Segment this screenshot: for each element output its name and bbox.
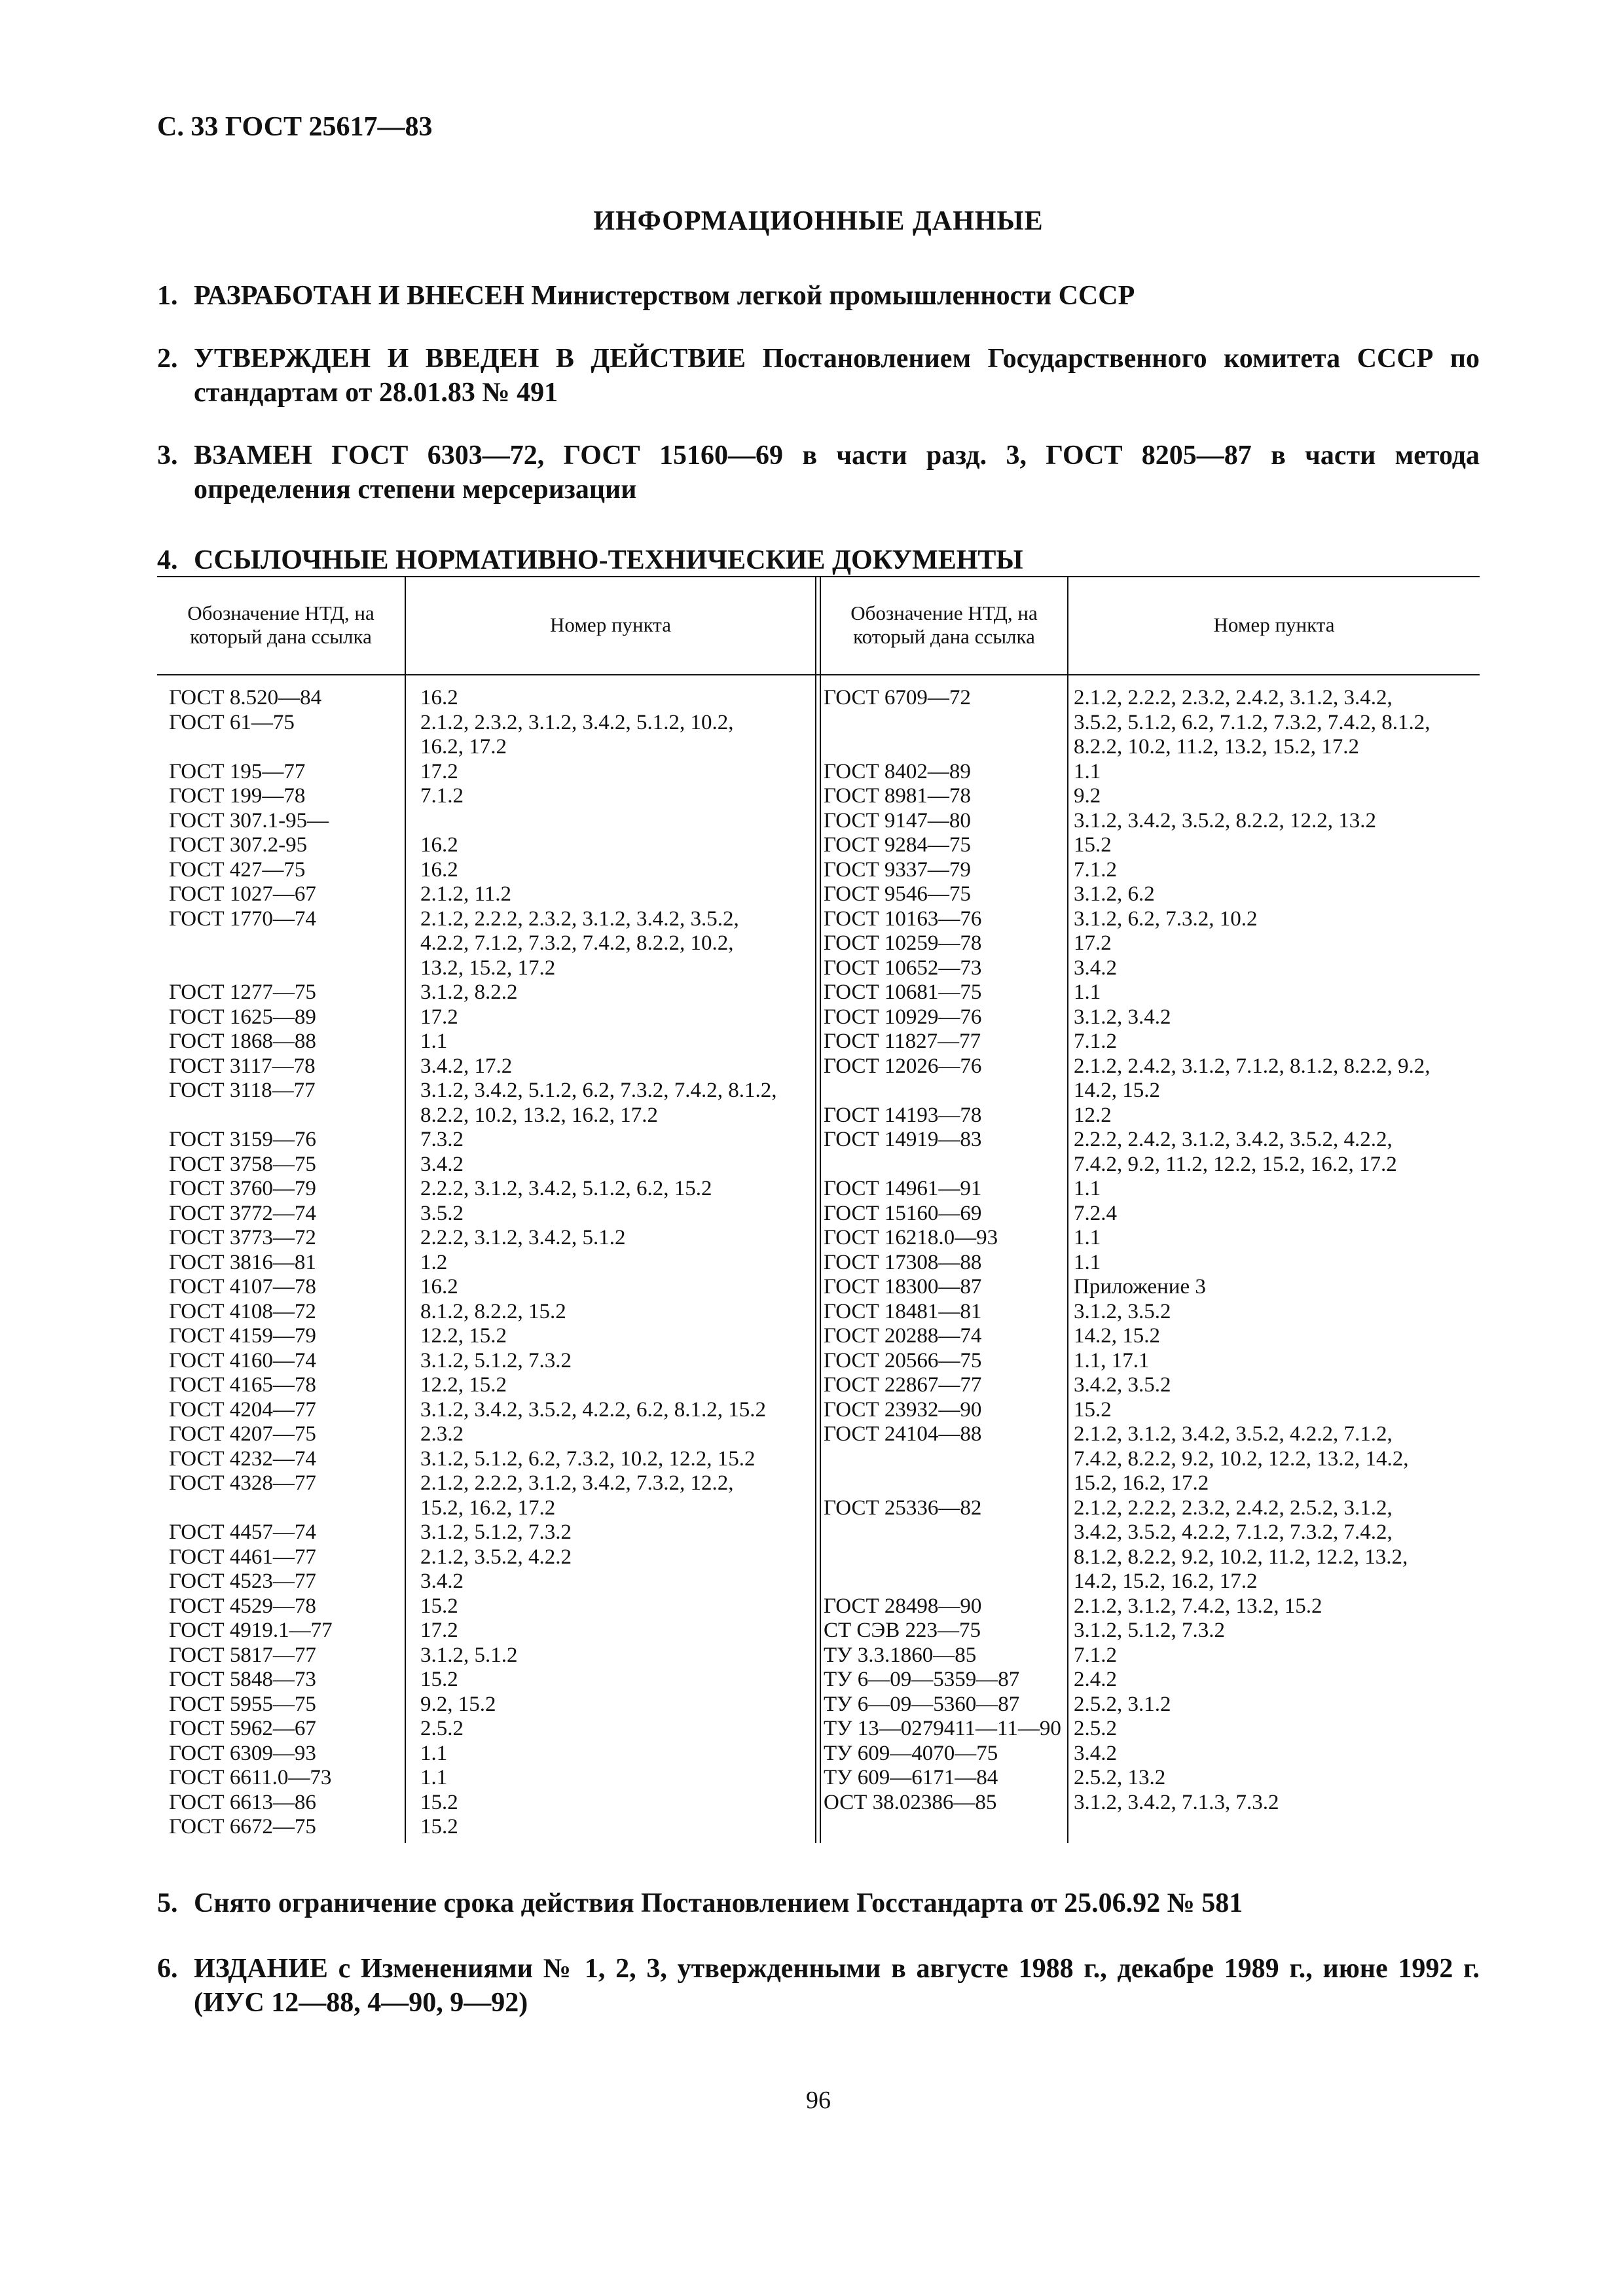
- column-divider: [405, 576, 406, 1843]
- item-text: ВЗАМЕН ГОСТ 6303—72, ГОСТ 15160—69 в части разд. 3, ГОСТ 8205—87 в части метода определения степени мерсеризации: [194, 440, 1480, 505]
- designation-cell: ГОСТ 6309—93: [169, 1741, 316, 1765]
- clause-cell: 3.4.2, 17.2: [420, 1054, 513, 1078]
- clause-cell: 2.3.2: [420, 1422, 464, 1446]
- clause-cell: 2.2.2, 3.1.2, 3.4.2, 5.1.2, 6.2, 15.2: [420, 1177, 712, 1200]
- designation-cell: [824, 1545, 1046, 1570]
- clause-cell: 12.2, 15.2: [420, 1324, 507, 1348]
- designation-cell: ГОСТ 3772—74: [169, 1201, 316, 1225]
- right-clause-column: [1074, 686, 1473, 1815]
- designation-cell: ГОСТ 427—75: [169, 857, 306, 882]
- clause-cell: 2.1.2, 2.2.2, 3.1.2, 3.4.2, 7.3.2, 12.2,: [420, 1471, 734, 1495]
- designation-cell: ГОСТ 4207—75: [169, 1422, 316, 1446]
- clause-cell: 16.2, 17.2: [420, 735, 507, 759]
- clause-cell: 2.4.2: [1074, 1668, 1117, 1691]
- clause-cell: 17.2: [420, 1005, 458, 1029]
- reference-documents-table: [157, 576, 1480, 1843]
- clause-cell: 3.1.2, 5.1.2: [420, 1643, 518, 1667]
- clause-cell: 2.2.2, 2.4.2, 3.1.2, 3.4.2, 3.5.2, 4.2.2,: [1074, 1128, 1393, 1151]
- clause-cell: [420, 809, 813, 834]
- designation-cell: ГОСТ 10259—78: [824, 931, 982, 955]
- designation-cell: [824, 1570, 1046, 1594]
- designation-cell: ГОСТ 307.1-95—: [169, 808, 329, 833]
- designation-cell: ГОСТ 1277—75: [169, 980, 316, 1004]
- clause-cell: 16.2: [420, 833, 458, 857]
- designation-cell: ТУ 609—4070—75: [824, 1741, 998, 1765]
- clause-cell: 1.1: [1074, 1250, 1101, 1274]
- designation-cell: ГОСТ 8981—78: [824, 784, 971, 808]
- designation-cell: ГОСТ 5848—73: [169, 1668, 316, 1691]
- clause-cell: 9.2: [1074, 784, 1101, 808]
- page-number: 96: [806, 2087, 831, 2114]
- designation-cell: ГОСТ 1625—89: [169, 1005, 316, 1029]
- designation-cell: ГОСТ 4328—77: [169, 1471, 316, 1495]
- clause-cell: 16.2: [420, 857, 458, 882]
- clause-cell: 7.1.2: [1074, 857, 1117, 882]
- clause-cell: 3.1.2, 3.5.2: [1074, 1299, 1171, 1323]
- clause-cell: 3.1.2, 5.1.2, 7.3.2: [1074, 1619, 1225, 1642]
- clause-cell: 3.1.2, 3.4.2, 3.5.2, 4.2.2, 6.2, 8.1.2, 15.2: [420, 1397, 766, 1422]
- designation-cell: СТ СЭВ 223—75: [824, 1619, 981, 1642]
- clause-cell: 3.1.2, 3.4.2, 3.5.2, 8.2.2, 12.2, 13.2: [1074, 808, 1376, 833]
- designation-cell: ГОСТ 4919.1—77: [169, 1619, 333, 1642]
- info-item-3: [157, 439, 1480, 507]
- clause-cell: 7.1.2: [420, 784, 464, 808]
- designation-cell: ГОСТ 3760—79: [169, 1177, 316, 1200]
- clause-cell: 15.2: [420, 1815, 458, 1839]
- clause-cell: 3.1.2, 3.4.2, 5.1.2, 6.2, 7.3.2, 7.4.2, 8.1.2,: [420, 1079, 777, 1102]
- clause-cell: 3.4.2: [1074, 956, 1117, 980]
- clause-cell: 16.2: [420, 686, 458, 709]
- designation-cell: ГОСТ 3159—76: [169, 1128, 316, 1151]
- designation-cell: ГОСТ 18481—81: [824, 1299, 982, 1323]
- designation-cell: ТУ 6—09—5360—87: [824, 1692, 1020, 1716]
- column-divider-double-right: [820, 576, 821, 1843]
- header-clause-right: Номер пункта: [1213, 613, 1335, 636]
- designation-cell: ГОСТ 25336—82: [824, 1496, 982, 1520]
- designation-cell: ГОСТ 9337—79: [824, 857, 971, 882]
- item-number: 1.: [157, 281, 178, 311]
- item-number: 4.: [157, 545, 178, 575]
- clause-cell: 1.2: [420, 1250, 448, 1274]
- item-number: 6.: [157, 1954, 178, 1984]
- clause-cell: 3.1.2, 8.2.2: [420, 980, 518, 1004]
- clause-cell: 14.2, 15.2: [1074, 1079, 1160, 1102]
- designation-cell: ТУ 13—0279411—11—90: [824, 1717, 1061, 1740]
- designation-cell: [169, 1496, 378, 1521]
- designation-cell: ГОСТ 16218.0—93: [824, 1226, 998, 1249]
- designation-cell: ГОСТ 1770—74: [169, 906, 316, 931]
- item-text: Снято ограничение срока действия Постановлением Госстандарта от 25.06.92 № 581: [194, 1888, 1243, 1918]
- designation-cell: ГОСТ 14919—83: [824, 1128, 982, 1151]
- clause-cell: 15.2: [1074, 1397, 1112, 1422]
- designation-cell: ТУ 609—6171—84: [824, 1766, 998, 1789]
- info-item-5: [157, 1886, 1480, 1920]
- clause-cell: 3.5.2, 5.1.2, 6.2, 7.1.2, 7.3.2, 7.4.2, 8.1.2,: [1074, 710, 1431, 734]
- designation-cell: ГОСТ 307.2-95: [169, 833, 308, 857]
- designation-cell: ОСТ 38.02386—85: [824, 1790, 997, 1814]
- designation-cell: ГОСТ 10652—73: [824, 956, 982, 980]
- clause-cell: 1.1: [420, 1766, 448, 1789]
- clause-cell: 2.1.2, 3.1.2, 3.4.2, 3.5.2, 4.2.2, 7.1.2,: [1074, 1422, 1393, 1446]
- clause-cell: 7.2.4: [1074, 1201, 1117, 1225]
- designation-cell: [824, 1079, 1046, 1103]
- document-page: [157, 111, 1480, 2114]
- designation-cell: ГОСТ 10929—76: [824, 1005, 982, 1029]
- designation-cell: ГОСТ 12026—76: [824, 1054, 982, 1078]
- designation-cell: ГОСТ 17308—88: [824, 1250, 982, 1274]
- section-title: ИНФОРМАЦИОННЫЕ ДАННЫЕ: [593, 206, 1044, 236]
- clause-cell: 3.4.2: [1074, 1741, 1117, 1765]
- designation-cell: ГОСТ 22867—77: [824, 1373, 982, 1397]
- designation-cell: ГОСТ 28498—90: [824, 1594, 982, 1618]
- designation-cell: ГОСТ 4165—78: [169, 1373, 316, 1397]
- clause-cell: 15.2: [420, 1790, 458, 1814]
- designation-cell: ТУ 3.3.1860—85: [824, 1643, 977, 1667]
- designation-cell: ГОСТ 195—77: [169, 759, 306, 783]
- clause-cell: 15.2, 16.2, 17.2: [1074, 1471, 1209, 1495]
- designation-cell: ГОСТ 3816—81: [169, 1250, 316, 1274]
- designation-cell: ГОСТ 6709—72: [824, 686, 971, 709]
- designation-cell: [824, 1153, 1046, 1177]
- designation-cell: ГОСТ 10681—75: [824, 980, 982, 1004]
- designation-cell: [169, 931, 378, 956]
- item-number: 3.: [157, 440, 178, 471]
- clause-cell: 17.2: [420, 1619, 458, 1642]
- clause-cell: 12.2: [1074, 1103, 1112, 1127]
- designation-cell: ГОСТ 5955—75: [169, 1692, 316, 1716]
- item-text: ССЫЛОЧНЫЕ НОРМАТИВНО-ТЕХНИЧЕСКИЕ ДОКУМЕНТЫ: [194, 545, 1023, 575]
- clause-cell: 2.1.2, 3.5.2, 4.2.2: [420, 1545, 572, 1569]
- clause-cell: 2.1.2, 2.4.2, 3.1.2, 7.1.2, 8.1.2, 8.2.2, 9.2,: [1074, 1054, 1431, 1078]
- table-header-rule: [157, 674, 1480, 675]
- designation-cell: ГОСТ 3118—77: [169, 1079, 316, 1102]
- designation-cell: ГОСТ 1868—88: [169, 1030, 316, 1053]
- designation-cell: ГОСТ 5962—67: [169, 1717, 316, 1740]
- clause-cell: 16.2: [420, 1275, 458, 1299]
- clause-cell: 2.5.2, 13.2: [1074, 1766, 1166, 1789]
- designation-cell: ГОСТ 4529—78: [169, 1594, 316, 1618]
- clause-cell: 17.2: [420, 759, 458, 783]
- header-designation-right: Обозначение НТД, на который дана ссылка: [850, 601, 1038, 648]
- clause-cell: 17.2: [1074, 931, 1112, 955]
- clause-cell: 1.1: [420, 1741, 448, 1765]
- clause-cell: 3.1.2, 5.1.2, 7.3.2: [420, 1348, 572, 1372]
- item-number: 2.: [157, 344, 178, 374]
- designation-cell: [824, 1447, 1046, 1472]
- clause-cell: 8.1.2, 8.2.2, 15.2: [420, 1299, 566, 1323]
- left-designation-column: [169, 686, 378, 1840]
- clause-cell: 15.2: [1074, 833, 1112, 857]
- designation-cell: ГОСТ 3117—78: [169, 1054, 316, 1078]
- clause-cell: 9.2, 15.2: [420, 1692, 496, 1716]
- designation-cell: ГОСТ 4232—74: [169, 1446, 316, 1471]
- designation-cell: ГОСТ 3773—72: [169, 1226, 316, 1249]
- clause-cell: 3.4.2: [420, 1570, 464, 1593]
- designation-cell: ГОСТ 1027—67: [169, 882, 316, 906]
- clause-cell: 1.1, 17.1: [1074, 1348, 1150, 1372]
- left-clause-column: [420, 686, 813, 1840]
- designation-cell: ГОСТ 15160—69: [824, 1201, 982, 1225]
- clause-cell: 2.1.2, 2.3.2, 3.1.2, 3.4.2, 5.1.2, 10.2,: [420, 710, 734, 734]
- designation-cell: ГОСТ 8402—89: [824, 759, 971, 783]
- designation-cell: ГОСТ 4523—77: [169, 1570, 316, 1593]
- clause-cell: 3.1.2, 5.1.2, 7.3.2: [420, 1520, 572, 1544]
- designation-cell: ГОСТ 11827—77: [824, 1030, 981, 1053]
- designation-cell: ГОСТ 4204—77: [169, 1397, 316, 1422]
- header-designation-left: Обозначение НТД, на который дана ссылка: [187, 601, 374, 648]
- designation-cell: ГОСТ 20566—75: [824, 1348, 982, 1372]
- designation-cell: ГОСТ 18300—87: [824, 1275, 982, 1299]
- info-item-4: [157, 543, 1480, 577]
- clause-cell: 7.1.2: [1074, 1030, 1117, 1053]
- clause-cell: 1.1: [1074, 1177, 1101, 1200]
- designation-cell: ГОСТ 9284—75: [824, 833, 971, 857]
- item-number: 5.: [157, 1888, 178, 1918]
- clause-cell: 15.2: [420, 1594, 458, 1618]
- column-divider: [1067, 576, 1068, 1843]
- designation-cell: [824, 711, 1046, 736]
- designation-cell: ГОСТ 9546—75: [824, 882, 971, 906]
- designation-cell: ГОСТ 24104—88: [824, 1422, 982, 1446]
- designation-cell: ГОСТ 8.520—84: [169, 686, 322, 709]
- clause-cell: 1.1: [1074, 759, 1101, 783]
- clause-cell: 2.1.2, 2.2.2, 2.3.2, 2.4.2, 3.1.2, 3.4.2,: [1074, 686, 1393, 709]
- item-text: РАЗРАБОТАН И ВНЕСЕН Министерством легкой промышленности СССР: [194, 281, 1135, 311]
- info-item-1: [157, 279, 1480, 313]
- designation-cell: [169, 735, 378, 760]
- designation-cell: ГОСТ 10163—76: [824, 906, 982, 931]
- item-text: ИЗДАНИЕ с Изменениями № 1, 2, 3, утвержденными в августе 1988 г., декабре 1989 г., июне 1992 г. (ИУС 12—88, 4—90, 9—92): [194, 1954, 1480, 2018]
- clause-cell: 13.2, 15.2, 17.2: [420, 956, 556, 980]
- designation-cell: ГОСТ 61—75: [169, 710, 295, 734]
- info-item-2: [157, 342, 1480, 410]
- designation-cell: [824, 1471, 1046, 1496]
- designation-cell: ГОСТ 14961—91: [824, 1177, 982, 1200]
- info-item-6: [157, 1952, 1480, 2020]
- designation-cell: ГОСТ 6611.0—73: [169, 1766, 332, 1789]
- clause-cell: Приложение 3: [1074, 1275, 1206, 1299]
- designation-cell: ГОСТ 5817—77: [169, 1643, 316, 1667]
- clause-cell: 2.5.2, 3.1.2: [1074, 1692, 1171, 1716]
- designation-cell: ТУ 6—09—5359—87: [824, 1668, 1020, 1691]
- designation-cell: [824, 1520, 1046, 1545]
- designation-cell: ГОСТ 199—78: [169, 784, 306, 808]
- clause-cell: 8.1.2, 8.2.2, 9.2, 10.2, 11.2, 12.2, 13.2,: [1074, 1545, 1408, 1569]
- clause-cell: 7.4.2, 9.2, 11.2, 12.2, 15.2, 16.2, 17.2: [1074, 1152, 1397, 1176]
- designation-cell: ГОСТ 4107—78: [169, 1275, 316, 1299]
- clause-cell: 3.4.2: [420, 1152, 464, 1176]
- clause-cell: 3.4.2, 3.5.2: [1074, 1373, 1171, 1397]
- clause-cell: 12.2, 15.2: [420, 1373, 507, 1397]
- designation-cell: ГОСТ 4108—72: [169, 1299, 316, 1323]
- clause-cell: 7.3.2: [420, 1128, 464, 1151]
- column-divider-double-left: [815, 576, 816, 1843]
- clause-cell: 8.2.2, 10.2, 11.2, 13.2, 15.2, 17.2: [1074, 735, 1360, 759]
- clause-cell: 2.5.2: [1074, 1717, 1117, 1740]
- clause-cell: 8.2.2, 10.2, 13.2, 16.2, 17.2: [420, 1103, 658, 1127]
- designation-cell: ГОСТ 6613—86: [169, 1790, 316, 1814]
- clause-cell: 2.5.2: [420, 1717, 464, 1740]
- designation-cell: ГОСТ 6672—75: [169, 1815, 316, 1839]
- right-designation-column: [824, 686, 1061, 1815]
- clause-cell: 2.2.2, 3.1.2, 3.4.2, 5.1.2: [420, 1226, 626, 1249]
- designation-cell: ГОСТ 14193—78: [824, 1103, 982, 1127]
- clause-cell: 3.1.2, 3.4.2: [1074, 1005, 1171, 1029]
- designation-cell: [169, 1103, 378, 1128]
- clause-cell: 3.1.2, 6.2, 7.3.2, 10.2: [1074, 906, 1258, 931]
- designation-cell: ГОСТ 4461—77: [169, 1545, 316, 1569]
- clause-cell: 1.1: [420, 1030, 448, 1053]
- clause-cell: 14.2, 15.2: [1074, 1324, 1160, 1348]
- clause-cell: 15.2: [420, 1668, 458, 1691]
- designation-cell: ГОСТ 4160—74: [169, 1348, 316, 1372]
- designation-cell: ГОСТ 4457—74: [169, 1520, 316, 1544]
- clause-cell: 2.1.2, 2.2.2, 2.3.2, 3.1.2, 3.4.2, 3.5.2,: [420, 906, 739, 931]
- clause-cell: 2.1.2, 2.2.2, 2.3.2, 2.4.2, 2.5.2, 3.1.2,: [1074, 1496, 1393, 1520]
- clause-cell: 7.4.2, 8.2.2, 9.2, 10.2, 12.2, 13.2, 14.2,: [1074, 1446, 1409, 1471]
- clause-cell: 3.1.2, 6.2: [1074, 882, 1155, 906]
- clause-cell: 3.1.2, 5.1.2, 6.2, 7.3.2, 10.2, 12.2, 15.2: [420, 1446, 756, 1471]
- designation-cell: ГОСТ 23932—90: [824, 1397, 982, 1422]
- clause-cell: 3.1.2, 3.4.2, 7.1.3, 7.3.2: [1074, 1790, 1279, 1814]
- clause-cell: 3.5.2: [420, 1201, 464, 1225]
- item-text: УТВЕРЖДЕН И ВВЕДЕН В ДЕЙСТВИЕ Постановлением Государственного комитета СССР по стандартам от 28.01.83 № 491: [194, 344, 1480, 408]
- header-clause-left: Номер пункта: [550, 613, 671, 636]
- clause-cell: 2.1.2, 3.1.2, 7.4.2, 13.2, 15.2: [1074, 1594, 1322, 1618]
- designation-cell: ГОСТ 9147—80: [824, 808, 971, 833]
- clause-cell: 4.2.2, 7.1.2, 7.3.2, 7.4.2, 8.2.2, 10.2,: [420, 931, 734, 955]
- designation-cell: ГОСТ 20288—74: [824, 1324, 982, 1348]
- designation-cell: ГОСТ 3758—75: [169, 1152, 316, 1176]
- clause-cell: 3.4.2, 3.5.2, 4.2.2, 7.1.2, 7.3.2, 7.4.2,: [1074, 1520, 1393, 1544]
- clause-cell: 2.1.2, 11.2: [420, 882, 512, 906]
- clause-cell: 1.1: [1074, 980, 1101, 1004]
- clause-cell: 7.1.2: [1074, 1643, 1117, 1667]
- clause-cell: 1.1: [1074, 1226, 1101, 1249]
- designation-cell: ГОСТ 4159—79: [169, 1324, 316, 1348]
- clause-cell: 14.2, 15.2, 16.2, 17.2: [1074, 1570, 1258, 1593]
- clause-cell: 15.2, 16.2, 17.2: [420, 1496, 556, 1520]
- page-header: С. 33 ГОСТ 25617—83: [157, 112, 433, 142]
- designation-cell: [824, 735, 1046, 760]
- designation-cell: [169, 956, 378, 981]
